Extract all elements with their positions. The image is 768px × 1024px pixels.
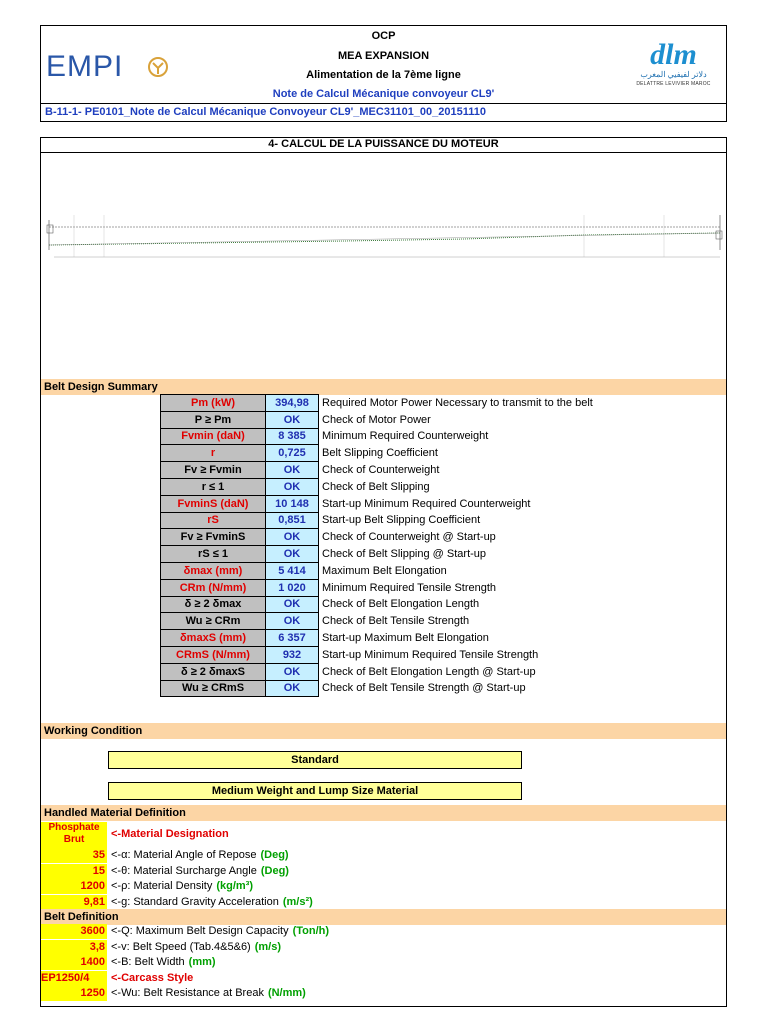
parameter-value[interactable]: 15 [41, 864, 107, 879]
parameter-label-group [111, 986, 306, 1001]
summary-key: FvminS (daN) [161, 495, 266, 512]
parameter-label: <-ρ: Material Density [111, 880, 213, 892]
parameter-label: <-B: Belt Width [111, 956, 185, 968]
summary-key: δ ≥ 2 δmax [161, 596, 266, 613]
parameter-value[interactable]: 35 [41, 848, 107, 863]
parameter-label-group [111, 864, 289, 879]
summary-row [161, 428, 596, 445]
summary-value: OK [266, 680, 319, 697]
summary-description: Maximum Belt Elongation [322, 564, 447, 577]
parameter-label-group [111, 895, 313, 910]
summary-row [161, 680, 596, 697]
summary-value: OK [266, 546, 319, 563]
dlm-logo [626, 40, 721, 100]
summary-description: Required Motor Power Necessary to transmit to the belt [322, 396, 593, 409]
parameter-value[interactable]: 3600 [41, 924, 107, 939]
header-line-4: Note de Calcul Mécanique convoyeur CL9' [272, 88, 495, 100]
dlm-logo-text: dlm [650, 38, 697, 71]
parameter-label-group [111, 955, 216, 970]
summary-description: Minimum Required Tensile Strength [322, 581, 497, 594]
summary-key: rS ≤ 1 [161, 546, 266, 563]
summary-value: OK [266, 596, 319, 613]
parameter-label: <-g: Standard Gravity Acceleration [111, 895, 279, 908]
summary-value: OK [266, 613, 319, 630]
summary-key: r ≤ 1 [161, 478, 266, 495]
parameter-unit: (m/s) [254, 940, 281, 953]
summary-description: Check of Belt Tensile Strength [322, 615, 470, 628]
summary-value: OK [266, 478, 319, 495]
summary-description: Check of Belt Slipping @ Start-up [322, 548, 487, 561]
summary-row [161, 395, 596, 412]
summary-value: 932 [266, 646, 319, 663]
summary-value: OK [266, 462, 319, 479]
parameter-label-group [111, 924, 329, 939]
summary-description: Check of Belt Elongation Length [322, 598, 480, 611]
parameter-value[interactable]: 1400 [41, 955, 107, 970]
summary-description: Belt Slipping Coefficient [322, 447, 438, 460]
summary-row [161, 562, 596, 579]
parameter-label-group [111, 940, 281, 955]
summary-description: Check of Counterweight @ Start-up [322, 531, 496, 544]
parameter-label: <-Wu: Belt Resistance at Break [111, 987, 264, 999]
belt-design-summary-title: Belt Design Summary [41, 379, 726, 395]
header-line-3: Alimentation de la 7ème ligne [306, 69, 461, 81]
parameter-label-group [111, 848, 289, 863]
parameter-value[interactable]: 1200 [41, 879, 107, 894]
summary-description: Start-up Belt Slipping Coefficient [322, 514, 481, 527]
summary-row [161, 596, 596, 613]
summary-value: 0,725 [266, 445, 319, 462]
summary-row [161, 495, 596, 512]
document-reference: B-11-1- PE0101_Note de Calcul Mécanique Convoyeur CL9'_MEC31101_00_20151110 [40, 104, 727, 122]
parameter-unit: (m/s²) [282, 895, 313, 908]
summary-description: Check of Belt Tensile Strength @ Start-up [322, 682, 526, 695]
parameter-label: <-Q: Maximum Belt Design Capacity [111, 925, 289, 937]
parameter-value[interactable]: 1250 [41, 986, 107, 1001]
summary-key: Pm (kW) [161, 395, 266, 412]
summary-description: Minimum Required Counterweight [322, 430, 489, 443]
summary-description: Start-up Minimum Required Counterweight [322, 497, 531, 510]
summary-key: δmax (mm) [161, 562, 266, 579]
summary-value: 10 148 [266, 495, 319, 512]
summary-value: 8 385 [266, 428, 319, 445]
summary-value: 1 020 [266, 579, 319, 596]
summary-key: Fvmin (daN) [161, 428, 266, 445]
parameter-label-group [111, 879, 253, 894]
summary-key: δmaxS (mm) [161, 630, 266, 647]
summary-row [161, 579, 596, 596]
belt-definition-title: Belt Definition [41, 909, 726, 925]
summary-row [161, 462, 596, 479]
summary-row [161, 411, 596, 428]
parameter-unit: (kg/m³) [216, 880, 253, 892]
summary-key: r [161, 445, 266, 462]
summary-key: Fv ≥ FvminS [161, 529, 266, 546]
handled-material-title: Handled Material Definition [41, 805, 726, 821]
parameter-unit: (Deg) [260, 864, 289, 877]
summary-key: Wu ≥ CRmS [161, 680, 266, 697]
document-header [40, 25, 727, 104]
header-line-1: OCP [371, 30, 396, 42]
material-type-value: Medium Weight and Lump Size Material [108, 782, 522, 800]
parameter-unit: (Deg) [260, 849, 289, 861]
summary-description: Start-up Maximum Belt Elongation [322, 632, 489, 645]
summary-key: P ≥ Pm [161, 411, 266, 428]
summary-row [161, 546, 596, 563]
summary-key: CRm (N/mm) [161, 579, 266, 596]
dlm-logo-subtitle: DELATTRE LEVIVIER MAROC [636, 81, 711, 87]
material-designation-value[interactable]: Phosphate Brut [41, 822, 107, 848]
working-condition-title: Working Condition [41, 723, 726, 739]
summary-row [161, 646, 596, 663]
summary-row [161, 529, 596, 546]
parameter-value[interactable]: 3,8 [41, 940, 107, 955]
summary-row [161, 630, 596, 647]
working-condition-value: Standard [108, 751, 522, 769]
parameter-unit: (mm) [188, 956, 216, 968]
summary-key: Fv ≥ Fvmin [161, 462, 266, 479]
summary-row [161, 613, 596, 630]
dlm-logo-arabic: دلاتر لفيفيي المغرب [640, 70, 707, 79]
parameter-label: <-α: Material Angle of Repose [111, 849, 257, 861]
summary-description: Check of Counterweight [322, 464, 440, 477]
summary-value: OK [266, 529, 319, 546]
summary-row [161, 445, 596, 462]
summary-row [161, 663, 596, 680]
section-title: 4- CALCUL DE LA PUISSANCE DU MOTEUR [40, 137, 727, 153]
summary-key: Wu ≥ CRm [161, 613, 266, 630]
summary-value: OK [266, 411, 319, 428]
parameter-value[interactable]: 9,81 [41, 895, 107, 910]
summary-key: δ ≥ 2 δmaxS [161, 663, 266, 680]
summary-key: CRmS (N/mm) [161, 646, 266, 663]
parameter-label: <-θ: Material Surcharge Angle [111, 864, 257, 877]
summary-row [161, 512, 596, 529]
parameter-value[interactable]: EP1250/4 [41, 971, 107, 986]
summary-value: 5 414 [266, 562, 319, 579]
summary-value: 6 357 [266, 630, 319, 647]
empi-logo-text: EMPI [46, 50, 124, 83]
belt-design-summary-table [160, 394, 596, 697]
parameter-label-group [111, 971, 197, 986]
parameter-label: <-Carcass Style [111, 971, 194, 984]
header-line-2: MEA EXPANSION [337, 50, 430, 62]
parameter-unit: (N/mm) [267, 987, 306, 999]
summary-value: OK [266, 663, 319, 680]
summary-description: Check of Belt Elongation Length @ Start-up [322, 665, 536, 678]
summary-description: Start-up Minimum Required Tensile Strength [322, 648, 539, 661]
parameter-label: <-v: Belt Speed (Tab.4&5&6) [111, 940, 251, 953]
summary-value: 394,98 [266, 395, 319, 412]
summary-value: 0,851 [266, 512, 319, 529]
summary-key: rS [161, 512, 266, 529]
summary-description: Check of Belt Slipping [322, 480, 430, 493]
conveyor-profile-drawing [44, 205, 724, 265]
summary-description: Check of Motor Power [322, 413, 431, 426]
material-designation-label: <-Material Designation [111, 828, 229, 840]
parameter-unit: (Ton/h) [292, 925, 330, 937]
summary-row [161, 478, 596, 495]
